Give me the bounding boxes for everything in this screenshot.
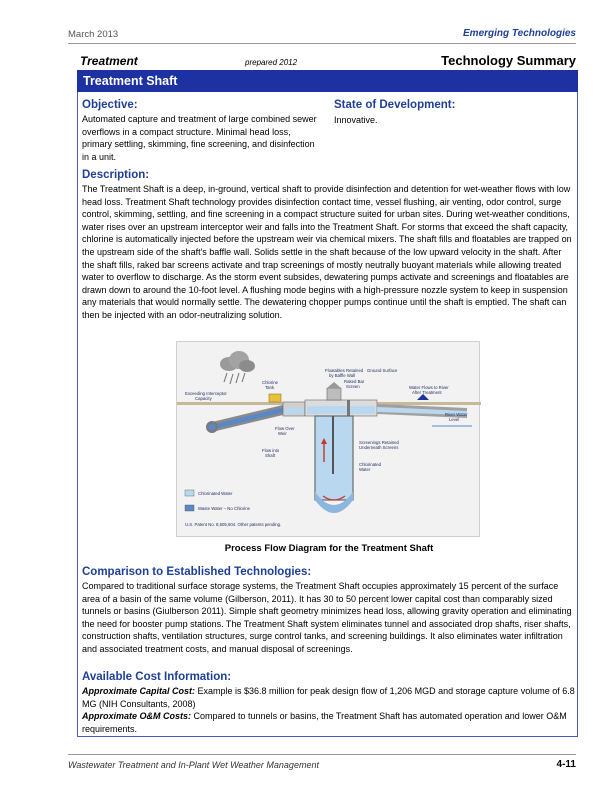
label-chlorine-2: Tank: [265, 385, 275, 390]
label-raked-2: Screen: [346, 384, 360, 389]
objective-heading: Objective:: [82, 99, 138, 111]
objective-text: Automated capture and treatment of large combined sewer overflows in a compact structure. Minimal head loss, primary settling, skimming, fine screening, and disinfection in a unit.: [82, 114, 317, 162]
label-flow-into-2: Shaft: [265, 453, 276, 458]
label-screenings-2: Underneath Screens: [359, 445, 399, 450]
page-number: 4-11: [556, 759, 576, 770]
header-rule: [68, 43, 576, 44]
label-river-level: River Water: [445, 412, 468, 417]
footer-rule: [68, 754, 576, 755]
state-heading: State of Development:: [334, 99, 456, 111]
header-date: March 2013: [68, 29, 119, 40]
label-river-level-2: Level: [449, 417, 460, 422]
diagram-svg: [177, 342, 481, 538]
label-chlorinated-water-2: Water: [359, 467, 371, 472]
category-label: Treatment: [80, 54, 138, 68]
storm-cloud-icon: [220, 351, 255, 384]
label-screenings: Screenings Retained: [359, 440, 399, 445]
label-flows-river-2: After Treatment: [412, 390, 442, 395]
comparison-text: Compared to traditional surface storage systems, the Treatment Shaft occupies approximately 15 percent of the surface area of a basin of the same volume (Gilberson, 2011). It has 30 to 50 percent lower capital cost than comparably sized tunnels or basins (Giulberson 2011). Simple shaft geometry minimizes head loss, allowing gravity operation and eliminating the need for booster pump stations. The Treatment Shaft system eliminates tunnel and associated drop shafts, riser shafts, construction shafts, ventilation structures, surge control tanks, and screening buildings. It also eliminates water infiltration and associated treatment costs, and manual disposal of screenings.: [82, 581, 572, 654]
om-cost-label: Approximate O&M Costs:: [82, 711, 192, 722]
summary-label: Technology Summary: [441, 53, 576, 68]
patent-note: U.S. Patent No. 8,505,604. Other patents pending.: [185, 522, 282, 527]
label-chlorinated-water: Chlorinated: [359, 462, 381, 467]
label-flows-river: Water Flows to River: [409, 385, 449, 390]
page-title: Treatment Shaft: [83, 74, 178, 88]
title-bar: [77, 70, 578, 92]
label-exceeding-2: Capacity: [195, 396, 212, 401]
footer-title: Wastewater Treatment and In-Plant Wet Weather Management: [68, 760, 319, 770]
treatment-shaft: [315, 416, 353, 513]
cost-text: [82, 685, 576, 735]
label-flow-into: Flow into: [262, 448, 280, 453]
label-ground: Ground Surface: [367, 368, 398, 373]
legend-waste: Waste Water – No Chlorine: [198, 506, 250, 511]
process-flow-diagram: [176, 341, 480, 537]
capital-cost-text: Example is $36.8 million for peak design flow of 1,206 MGD and storage capture volume of 6.8 MG (NIH Consultants, 2008): [82, 686, 575, 709]
label-flow-over: Flow Over: [275, 426, 295, 431]
description-text: The Treatment Shaft is a deep, in-ground, vertical shaft to provide disinfection and detention for wet-weather flows with low head loss. Treatment Shaft technology provides disinfection contact time, vessel flushing, air venting, odor control, surge control, skimming, settling, and fine screening in a compact structure suited for urban sites. During wet-weather conditions, water rises over an upstream interceptor weir and falls into the Treatment Shaft. For storms that exceed the shaft capacity, chlorine is automatically injected before the upstream weir via chemical mixers. The shaft fills and floatables are trapped on the upstream side of the shaft's baffle wall. Solids settle in the shaft because of the low upward velocity in the shaft. After the shaft fills, raked bar screens activate and trap screenings of mostly neutrally buoyant materials while allowing treated water to overflow to discharge. As the storm event subsides, dewatering pumps activate and screenings and floatables are drawn down to around the 10-foot level. A flushing mode begins with a high-pressure nozzle system to keep in suspension any materials that would normally settle. The dewatering chopper pumps continue until the shaft is emptied. The shaft can then be injected with an odor-neutralizing solution.: [82, 184, 572, 320]
header-series: Emerging Technologies: [463, 28, 576, 39]
state-text: Innovative.: [334, 115, 378, 125]
om-cost-text: Compared to tunnels or basins, the Treatment Shaft has automated operation and lower O&M requirements.: [82, 711, 567, 734]
label-raked: Raked Bar: [344, 379, 365, 384]
comparison-heading: Comparison to Established Technologies:: [82, 566, 312, 578]
label-floatables: Floatables Retained: [325, 368, 364, 373]
capital-cost-label: Approximate Capital Cost:: [82, 686, 196, 696]
chlorine-tank: [269, 394, 281, 402]
figure-caption: Process Flow Diagram for the Treatment Shaft: [224, 543, 434, 554]
label-chlorine: Chlorine: [262, 380, 279, 385]
label-exceeding: Exceeding Interceptor: [185, 391, 227, 396]
label-floatables-2: by Baffle Wall: [329, 373, 356, 378]
legend-swatch-waste: [185, 505, 194, 511]
cost-heading: Available Cost Information:: [82, 671, 232, 683]
legend-chlorinated: Chlorinated Water: [198, 491, 233, 496]
description-heading: Description:: [82, 169, 150, 181]
legend-swatch-chlorinated: [185, 490, 194, 496]
prepared-label: prepared 2012: [245, 58, 298, 67]
label-flow-over-2: Weir: [278, 431, 287, 436]
